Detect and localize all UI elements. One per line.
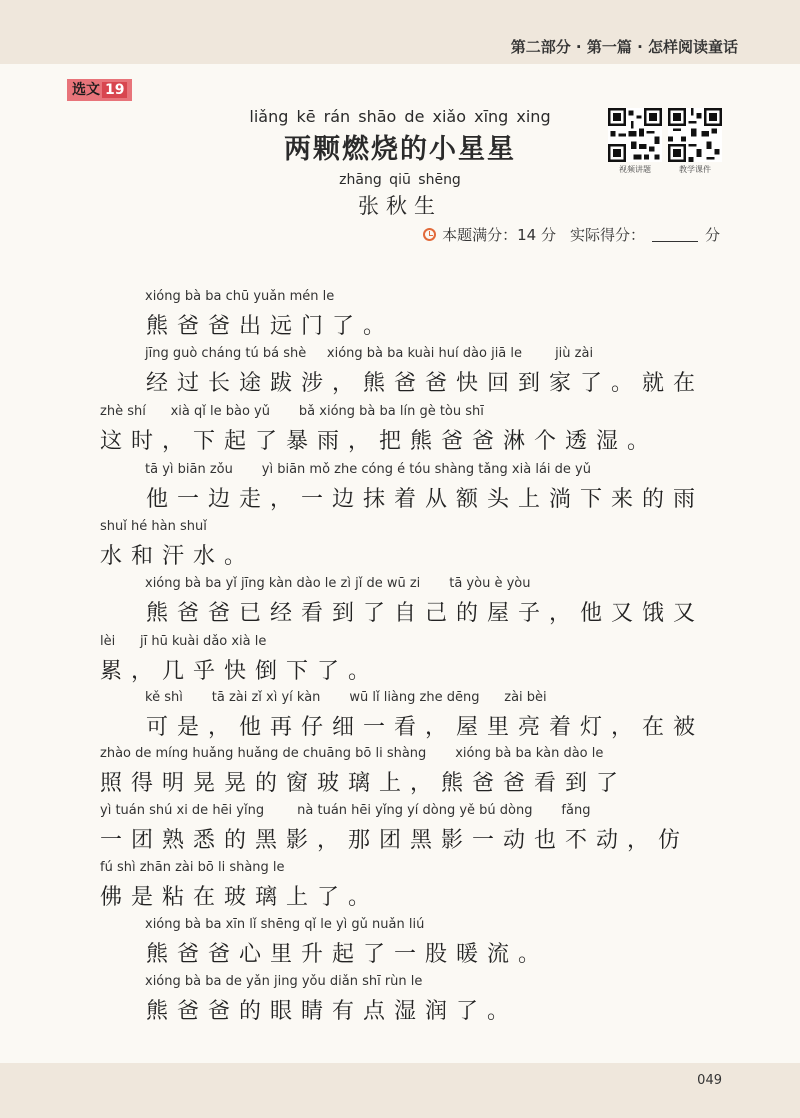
footer-bar	[0, 1063, 800, 1118]
line-pinyin: xióng bà ba xīn lǐ shēng qǐ le yì gǔ nuǎn liú	[145, 917, 425, 932]
score-line	[423, 224, 720, 245]
line-text: 熊爸爸心里升起了一股暖流。	[146, 942, 550, 967]
title-pinyin: liǎng kē rán shāo de xiǎo xīng xing	[249, 107, 551, 126]
line-text: 累，几乎快倒下了。	[100, 659, 380, 684]
score-unit: 分	[704, 226, 720, 244]
badge-number: 19	[102, 82, 127, 98]
qr-code-video[interactable]	[607, 108, 663, 175]
header-bar	[0, 0, 800, 64]
line-text: 熊爸爸的眼睛有点湿润了。	[146, 999, 519, 1024]
line-text: 一团熟悉的黑影，那团黑影一动也不动，仿	[100, 828, 690, 853]
section-header: 第二部分 · 第一篇 · 怎样阅读童话	[510, 38, 738, 56]
line-pinyin: lèi jī hū kuài dǎo xià le	[100, 634, 267, 649]
qr-code-courseware[interactable]	[667, 108, 723, 175]
clock-icon	[423, 228, 436, 241]
qr-caption: 视频讲题	[619, 165, 651, 174]
line-text: 可是，他再仔细一看，屋里亮着灯，在被	[146, 715, 705, 740]
actual-score-label: 实际得分：	[569, 226, 645, 244]
line-text: 水和汗水。	[100, 544, 256, 569]
line-text: 佛是粘在玻璃上了。	[100, 885, 380, 910]
line-pinyin: tā yì biān zǒu yì biān mǒ zhe cóng é tóu shàng tǎng xià lái de yǔ	[145, 462, 591, 477]
line-pinyin: zhào de míng huǎng huǎng de chuāng bō li shàng xióng bà ba kàn dào le	[100, 746, 604, 761]
line-text: 经过长途跋涉，熊爸爸快回到家了。就在	[146, 371, 705, 396]
score-blank[interactable]	[652, 227, 698, 242]
line-pinyin: xióng bà ba yǐ jīng kàn dào le zì jǐ de wū zi tā yòu è yòu	[145, 576, 531, 591]
line-pinyin: xióng bà ba de yǎn jing yǒu diǎn shī rùn le	[145, 974, 423, 989]
line-pinyin: jīng guò cháng tú bá shè xióng bà ba kuài huí dào jiā le jiù zài	[145, 346, 594, 361]
line-text: 他一边走，一边抹着从额头上淌下来的雨	[146, 487, 705, 512]
line-pinyin: zhè shí xià qǐ le bào yǔ bǎ xióng bà ba lín gè tòu shī	[100, 404, 484, 419]
qr-code-icon	[668, 108, 722, 162]
line-pinyin: shuǐ hé hàn shuǐ	[100, 519, 207, 534]
author-name: 张秋生	[358, 194, 442, 218]
full-score-label: 本题满分：14 分	[442, 226, 556, 244]
passage-badge	[67, 79, 132, 101]
line-pinyin: xióng bà ba chū yuǎn mén le	[145, 289, 335, 304]
line-text: 照得明晃晃的窗玻璃上，熊爸爸看到了	[100, 771, 628, 796]
page-number: 049	[697, 1073, 722, 1088]
line-text: 熊爸爸出远门了。	[146, 314, 395, 339]
author-pinyin: zhāng qiū shēng	[339, 172, 461, 188]
qr-caption: 教学课件	[679, 165, 711, 174]
story-title: 两颗燃烧的小星星	[284, 134, 516, 165]
line-pinyin: fú shì zhān zài bō li shàng le	[100, 860, 285, 875]
line-pinyin: kě shì tā zài zǐ xì yí kàn wū lǐ liàng zhe dēng zài bèi	[145, 690, 547, 705]
line-pinyin: yì tuán shú xi de hēi yǐng nà tuán hēi yǐng yí dòng yě bú dòng fǎng	[100, 803, 591, 818]
line-text: 这时，下起了暴雨，把熊爸爸淋个透湿。	[100, 429, 659, 454]
qr-code-icon	[608, 108, 662, 162]
line-text: 熊爸爸已经看到了自己的屋子，他又饿又	[146, 601, 705, 626]
badge-label: 选文	[72, 82, 100, 98]
